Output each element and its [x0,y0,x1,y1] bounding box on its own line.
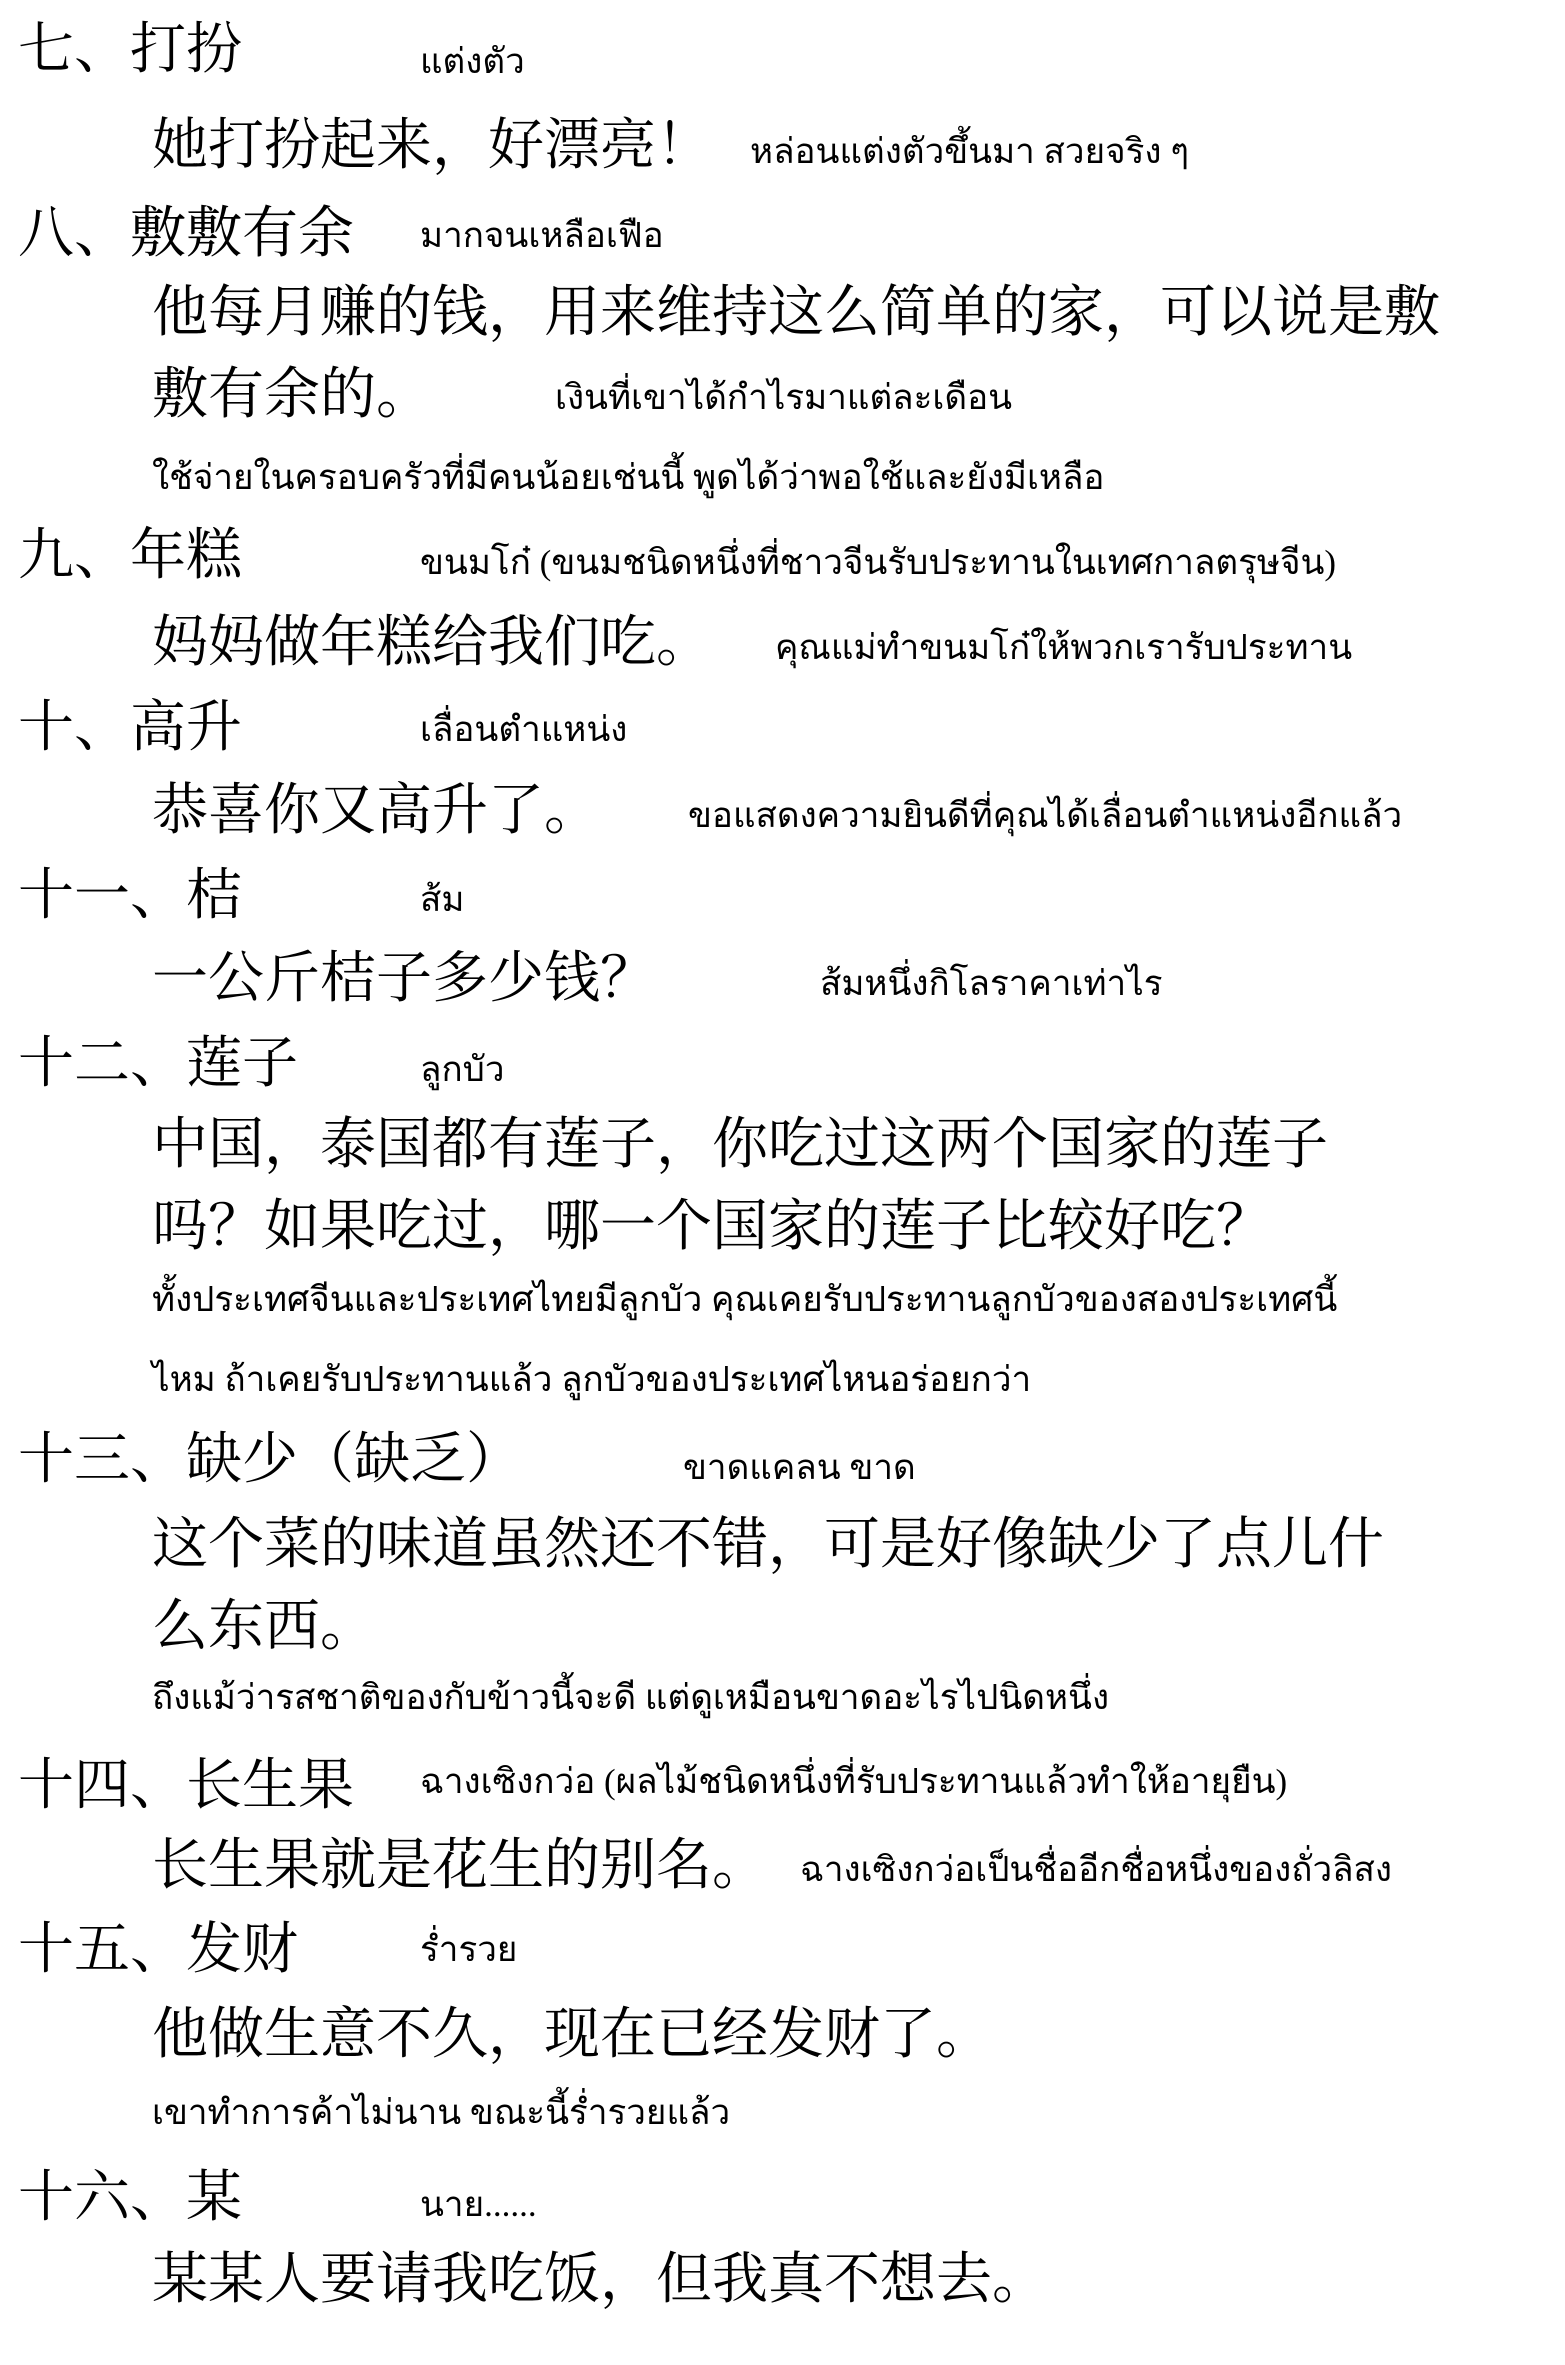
entry-12-example-zh-2: 吗？如果吃过，哪一个国家的莲子比较好吃？ [152,1194,1272,1259]
entry-12-example-th-1: ทั้งประเทศจีนและประเทศไทยมีลูกบัว คุณเคยรับประทานลูกบัวของสองประเทศนี้ [152,1280,1338,1319]
entry-14-meaning: ฉางเซิงกว่อ (ผลไม้ชนิดหนึ่งที่รับประทานแล้วทำให้อายุยืน) [420,1762,1288,1801]
entry-13-example-zh-2: 么东西。 [152,1594,376,1659]
entry-9-example-zh: 妈妈做年糕给我们吃。 [152,610,712,675]
entry-7-example-zh: 她打扮起来，好漂亮！ [152,113,712,178]
entry-14-example-th: ฉางเซิงกว่อเป็นชื่ออีกชื่อหนึ่งของถั่วลิสง [800,1850,1392,1889]
entry-13-heading: 十三、缺少（缺乏） [18,1427,522,1492]
entry-10-example-th: ขอแสดงความยินดีที่คุณได้เลื่อนตำแหน่งอีกแล้ว [688,796,1403,835]
entry-9-meaning: ขนมโก๋ (ขนมชนิดหนึ่งที่ชาวจีนรับประทานในเทศกาลตรุษจีน) [420,543,1337,582]
entry-13-example-zh-1: 这个菜的味道虽然还不错，可是好像缺少了点儿什 [152,1512,1384,1577]
entry-14-heading: 十四、长生果 [18,1753,354,1818]
entry-15-heading: 十五、发财 [18,1917,298,1982]
entry-11-example-th: ส้มหนึ่งกิโลราคาเท่าไร [820,964,1163,1003]
entry-13-meaning: ขาดแคลน ขาด [683,1448,916,1487]
entry-14-example-zh: 长生果就是花生的别名。 [152,1833,768,1898]
entry-11-example-zh: 一公斤桔子多少钱？ [152,946,656,1011]
entry-15-example-th: เขาทำการค้าไม่นาน ขณะนี้ร่ำรวยแล้ว [152,2093,731,2132]
entry-7-example-th: หล่อนแต่งตัวขึ้นมา สวยจริง ๆ [750,132,1190,171]
entry-9-example-th: คุณแม่ทำขนมโก๋ให้พวกเรารับประทาน [775,628,1353,667]
entry-10-example-zh: 恭喜你又高升了。 [152,778,600,843]
entry-11-heading: 十一、桔 [18,863,242,928]
entry-7-meaning: แต่งตัว [420,42,525,81]
entry-8-example-th-1: เงินที่เขาได้กำไรมาแต่ละเดือน [555,378,1013,417]
entry-7-heading: 七、打扮 [18,17,242,82]
entry-8-example-th-2: ใช้จ่ายในครอบครัวที่มีคนน้อยเช่นนี้ พูดได้ว่าพอใช้และยังมีเหลือ [152,458,1105,497]
entry-11-meaning: ส้ม [420,880,465,919]
entry-12-meaning: ลูกบัว [420,1050,505,1089]
entry-15-meaning: ร่ำรวย [420,1930,518,1969]
entry-12-example-zh-1: 中国，泰国都有莲子，你吃过这两个国家的莲子 [152,1112,1328,1177]
entry-8-example-zh-1: 他每月赚的钱，用来维持这么简单的家，可以说是敷 [152,280,1440,345]
entry-15-example-zh: 他做生意不久，现在已经发财了。 [152,2002,992,2067]
entry-16-meaning: นาย...... [420,2185,537,2224]
entry-10-meaning: เลื่อนตำแหน่ง [420,710,628,749]
entry-16-example-zh: 某某人要请我吃饭，但我真不想去。 [152,2247,1048,2312]
entry-12-example-th-2: ไหม ถ้าเคยรับประทานแล้ว ลูกบัวของประเทศไหนอร่อยกว่า [152,1360,1032,1399]
entry-16-heading: 十六、某 [18,2165,242,2230]
entry-8-meaning: มากจนเหลือเฟือ [420,216,664,255]
entry-10-heading: 十、高升 [18,695,242,760]
entry-8-example-zh-2: 敷有余的。 [152,362,432,427]
entry-8-heading: 八、敷敷有余 [18,201,354,266]
entry-9-heading: 九、年糕 [18,523,242,588]
entry-12-heading: 十二、莲子 [18,1031,298,1096]
entry-13-example-th: ถึงแม้ว่ารสชาติของกับข้าวนี้จะดี แต่ดูเหมือนขาดอะไรไปนิดหนึ่ง [152,1678,1110,1717]
